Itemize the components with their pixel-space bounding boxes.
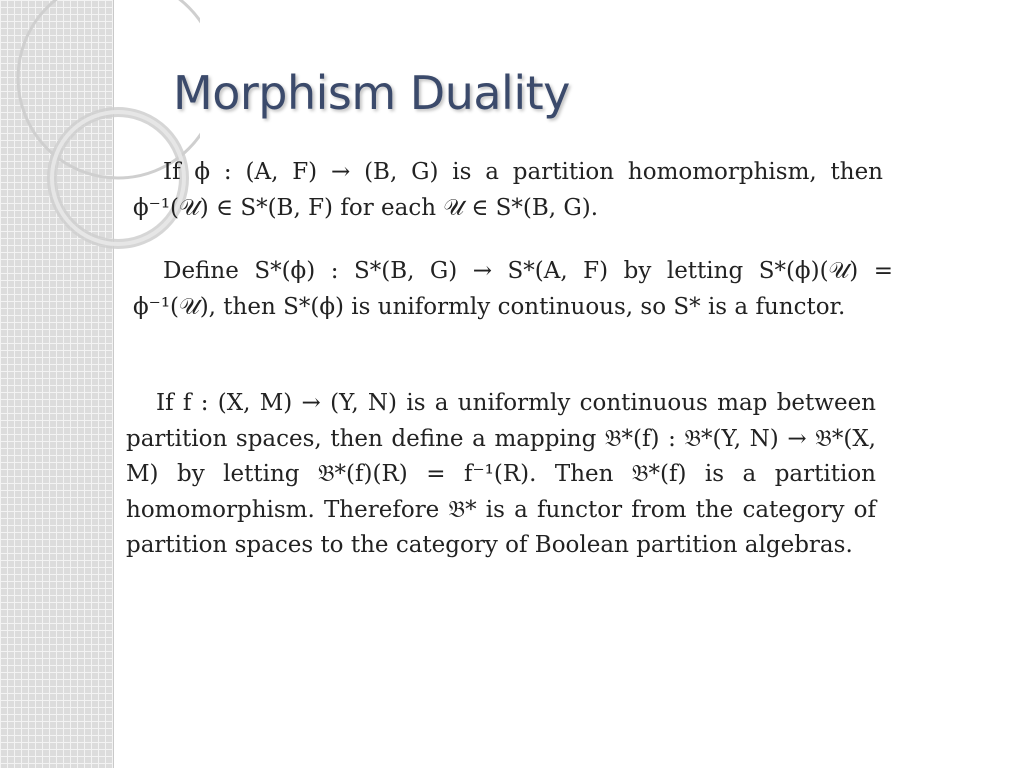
- paragraph-text: If f : (X, M) → (Y, N) is a uniformly continuous map between partition spaces, then define a mapping 𝔅*(f) : 𝔅*(Y, N) → 𝔅*(X, M) by letting 𝔅*(f)(R) = f⁻¹(R). Then 𝔅*(f) is a partition homomorphism. Therefore 𝔅* is a functor from the category of partition spaces to the category of Boolean partition algebras.: [126, 390, 876, 558]
- slide-title: Morphism Duality: [173, 66, 570, 120]
- paragraph-uniformly-continuous-map: [126, 386, 876, 564]
- paragraph-define-functor: [133, 253, 893, 325]
- paragraph-text: If ϕ : (A, F) → (B, G) is a partition homomorphism, then ϕ⁻¹(𝒰) ∈ S*(B, F) for each 𝒰 ∈ S*(B, G).: [133, 159, 883, 221]
- paragraph-partition-homomorphism: [133, 154, 883, 226]
- paragraph-text: Define S*(ϕ) : S*(B, G) → S*(A, F) by letting S*(ϕ)(𝒰) = ϕ⁻¹(𝒰), then S*(ϕ) is uniformly continuous, so S* is a functor.: [133, 258, 893, 320]
